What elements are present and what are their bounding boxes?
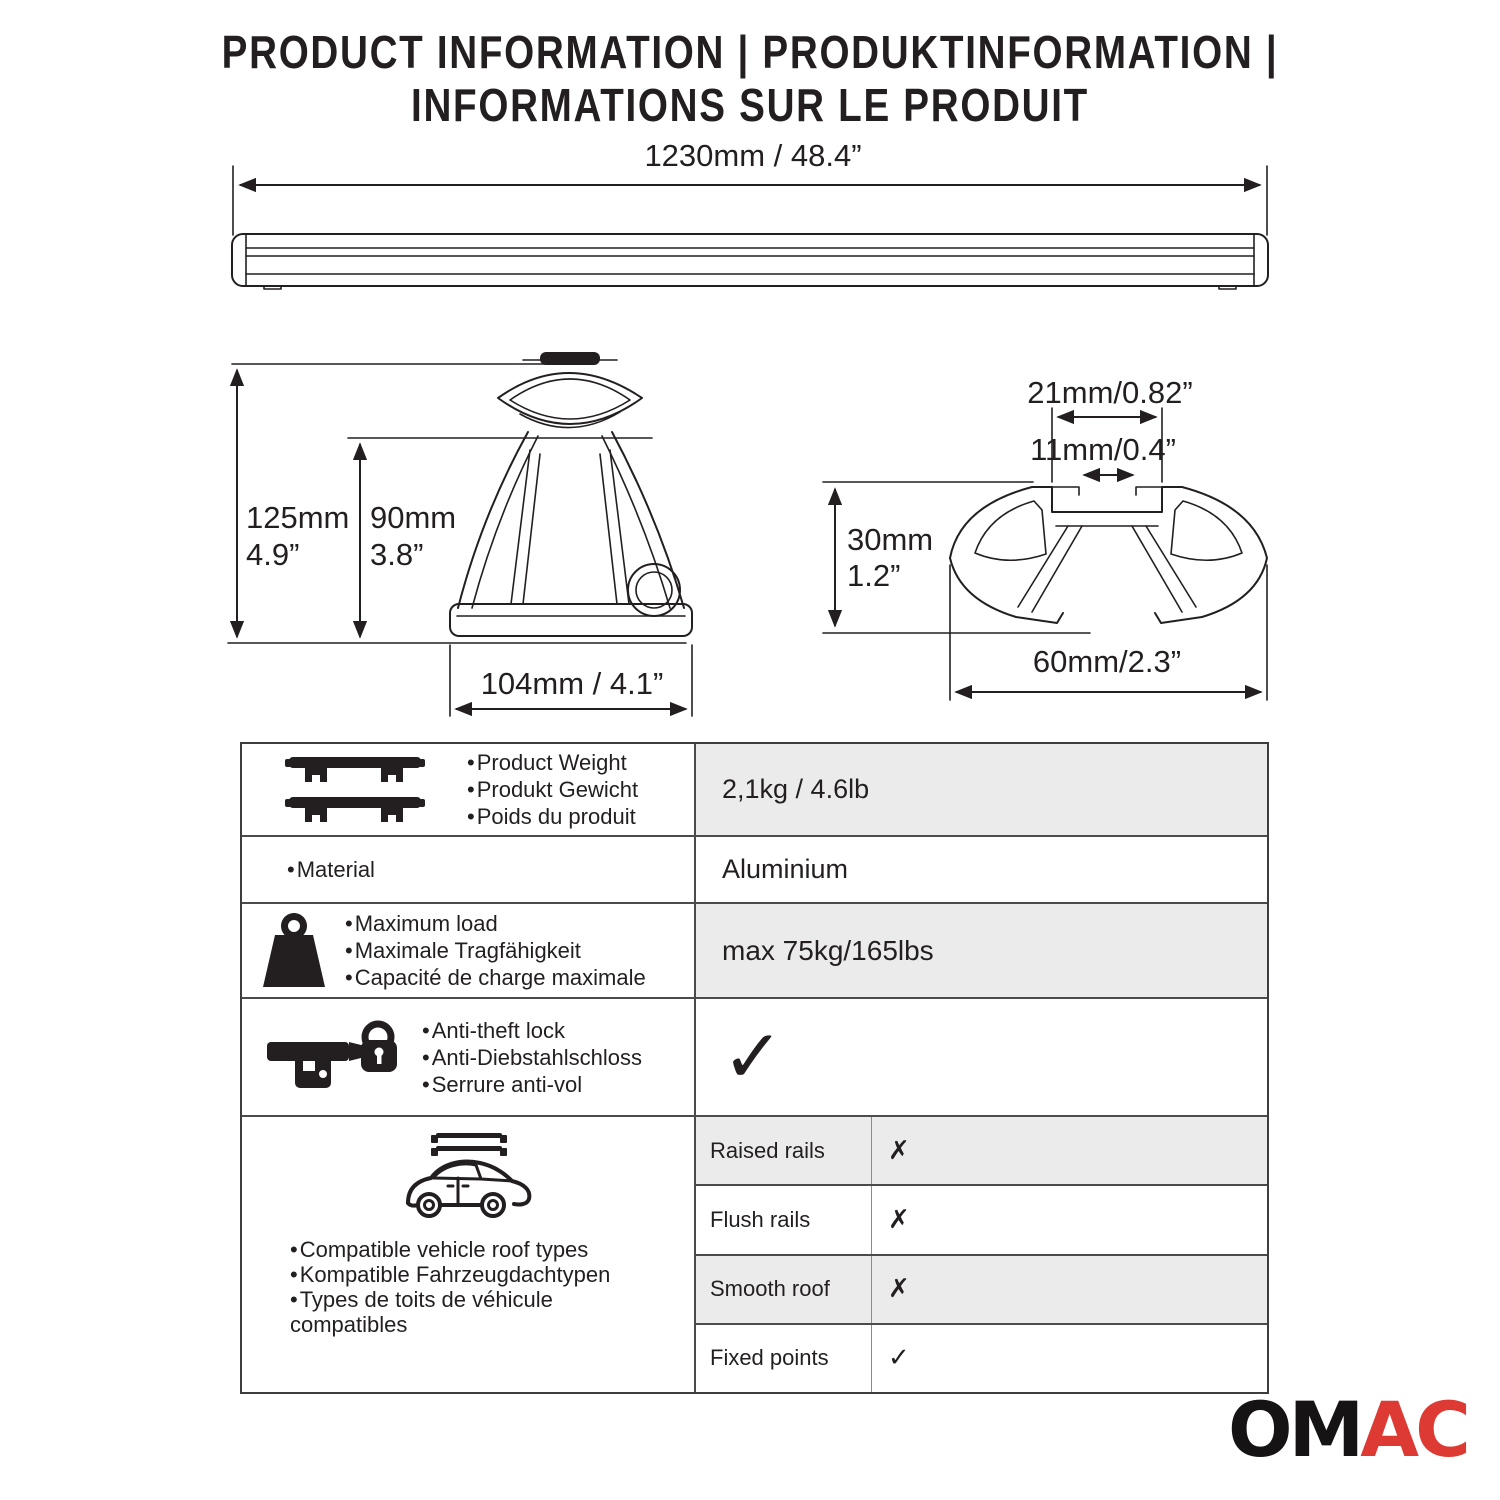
bar-length-dimension: 1230mm / 48.4”	[644, 138, 862, 173]
foot-base-width: 104mm / 4.1”	[480, 666, 664, 701]
table-row-max-load	[242, 902, 1267, 997]
x-mark: ✗	[888, 1274, 910, 1305]
profile-height-mm: 30mm	[847, 522, 934, 557]
max-load-label-cell	[242, 904, 696, 997]
product-weight-value: 2,1kg / 4.6lb	[696, 744, 1267, 835]
table-row-product-weight	[242, 744, 1267, 835]
profile-inner-slot-width: 11mm/0.4”	[1030, 432, 1176, 467]
omac-logo	[1228, 1385, 1467, 1474]
check-mark: ✓	[888, 1343, 910, 1374]
x-mark: ✗	[888, 1135, 910, 1166]
page-title-line2: INFORMATIONS SUR LE PRODUIT	[411, 79, 1089, 131]
page-title-line1: PRODUCT INFORMATION | PRODUKTINFORMATION |	[221, 26, 1279, 78]
foot-inner-height-mm: 90mm	[370, 500, 457, 535]
label-roof-types-en: • Compatible vehicle roof types	[290, 1237, 674, 1262]
crossbar-drawing	[232, 234, 1268, 289]
label-material: • Material	[287, 856, 375, 883]
roof-type-label: Raised rails	[696, 1117, 872, 1184]
label-roof-types-de: • Kompatible Fahrzeugdachtypen	[290, 1262, 674, 1287]
foot-height-in: 4.9”	[246, 537, 300, 572]
weight-icon	[242, 913, 345, 989]
roof-types-labels	[242, 1229, 694, 1337]
roof-type-row-raised-rails	[696, 1117, 1267, 1184]
page-title	[120, 26, 1380, 132]
omac-logo-red: AC	[1360, 1385, 1467, 1474]
label-product-weight-fr: • Poids du produit	[467, 803, 638, 830]
omac-logo-black: OM	[1228, 1385, 1361, 1474]
roof-types-matrix	[696, 1117, 1267, 1392]
anti-theft-value-cell	[696, 999, 1267, 1115]
roof-type-row-fixed-points	[696, 1323, 1267, 1392]
roof-type-row-smooth-roof	[696, 1254, 1267, 1323]
label-roof-types-fr: • Types de toits de véhicule compatibles	[290, 1287, 674, 1337]
anti-theft-labels	[422, 1017, 642, 1098]
max-load-value: max 75kg/165lbs	[696, 904, 1267, 997]
material-value: Aluminium	[722, 854, 849, 884]
roof-type-label: Flush rails	[696, 1186, 872, 1253]
spec-table	[240, 742, 1269, 1394]
foot-inner-height-in: 3.8”	[370, 537, 424, 572]
crossbars-icon	[242, 751, 467, 829]
roof-type-label: Fixed points	[696, 1325, 872, 1392]
label-max-load-en: • Maximum load	[345, 910, 646, 937]
profile-drawing	[950, 487, 1267, 623]
product-weight-labels	[467, 749, 638, 830]
car-roof-icon	[242, 1133, 694, 1229]
label-product-weight-en: • Product Weight	[467, 749, 638, 776]
table-row-roof-types	[242, 1115, 1267, 1392]
foot-drawing	[450, 352, 692, 636]
profile-outer-slot-width: 21mm/0.82”	[1027, 375, 1193, 410]
anti-theft-label-cell	[242, 999, 696, 1115]
roof-type-row-flush-rails	[696, 1184, 1267, 1253]
material-label-cell	[242, 837, 696, 902]
label-max-load-fr: • Capacité de charge maximale	[345, 964, 646, 991]
label-anti-theft-fr: • Serrure anti-vol	[422, 1071, 642, 1098]
label-product-weight-de: • Produkt Gewicht	[467, 776, 638, 803]
x-mark: ✗	[888, 1204, 910, 1235]
roof-type-label: Smooth roof	[696, 1256, 872, 1323]
table-row-anti-theft	[242, 997, 1267, 1115]
crossbar-length-diagram	[230, 138, 1270, 323]
profile-width: 60mm/2.3”	[1032, 644, 1182, 679]
label-anti-theft-de: • Anti-Diebstahlschloss	[422, 1044, 642, 1071]
foot-height-mm: 125mm	[246, 500, 350, 535]
table-row-material	[242, 835, 1267, 902]
check-mark: ✓	[722, 1014, 785, 1100]
mounting-foot-diagram	[220, 350, 720, 722]
lock-icon	[242, 1016, 422, 1098]
label-anti-theft-en: • Anti-theft lock	[422, 1017, 642, 1044]
profile-height-in: 1.2”	[847, 558, 901, 593]
bar-profile-diagram	[820, 360, 1280, 712]
max-load-labels	[345, 910, 646, 991]
label-max-load-de: • Maximale Tragfähigkeit	[345, 937, 646, 964]
product-weight-label-cell	[242, 744, 696, 835]
roof-types-label-cell	[242, 1117, 696, 1392]
